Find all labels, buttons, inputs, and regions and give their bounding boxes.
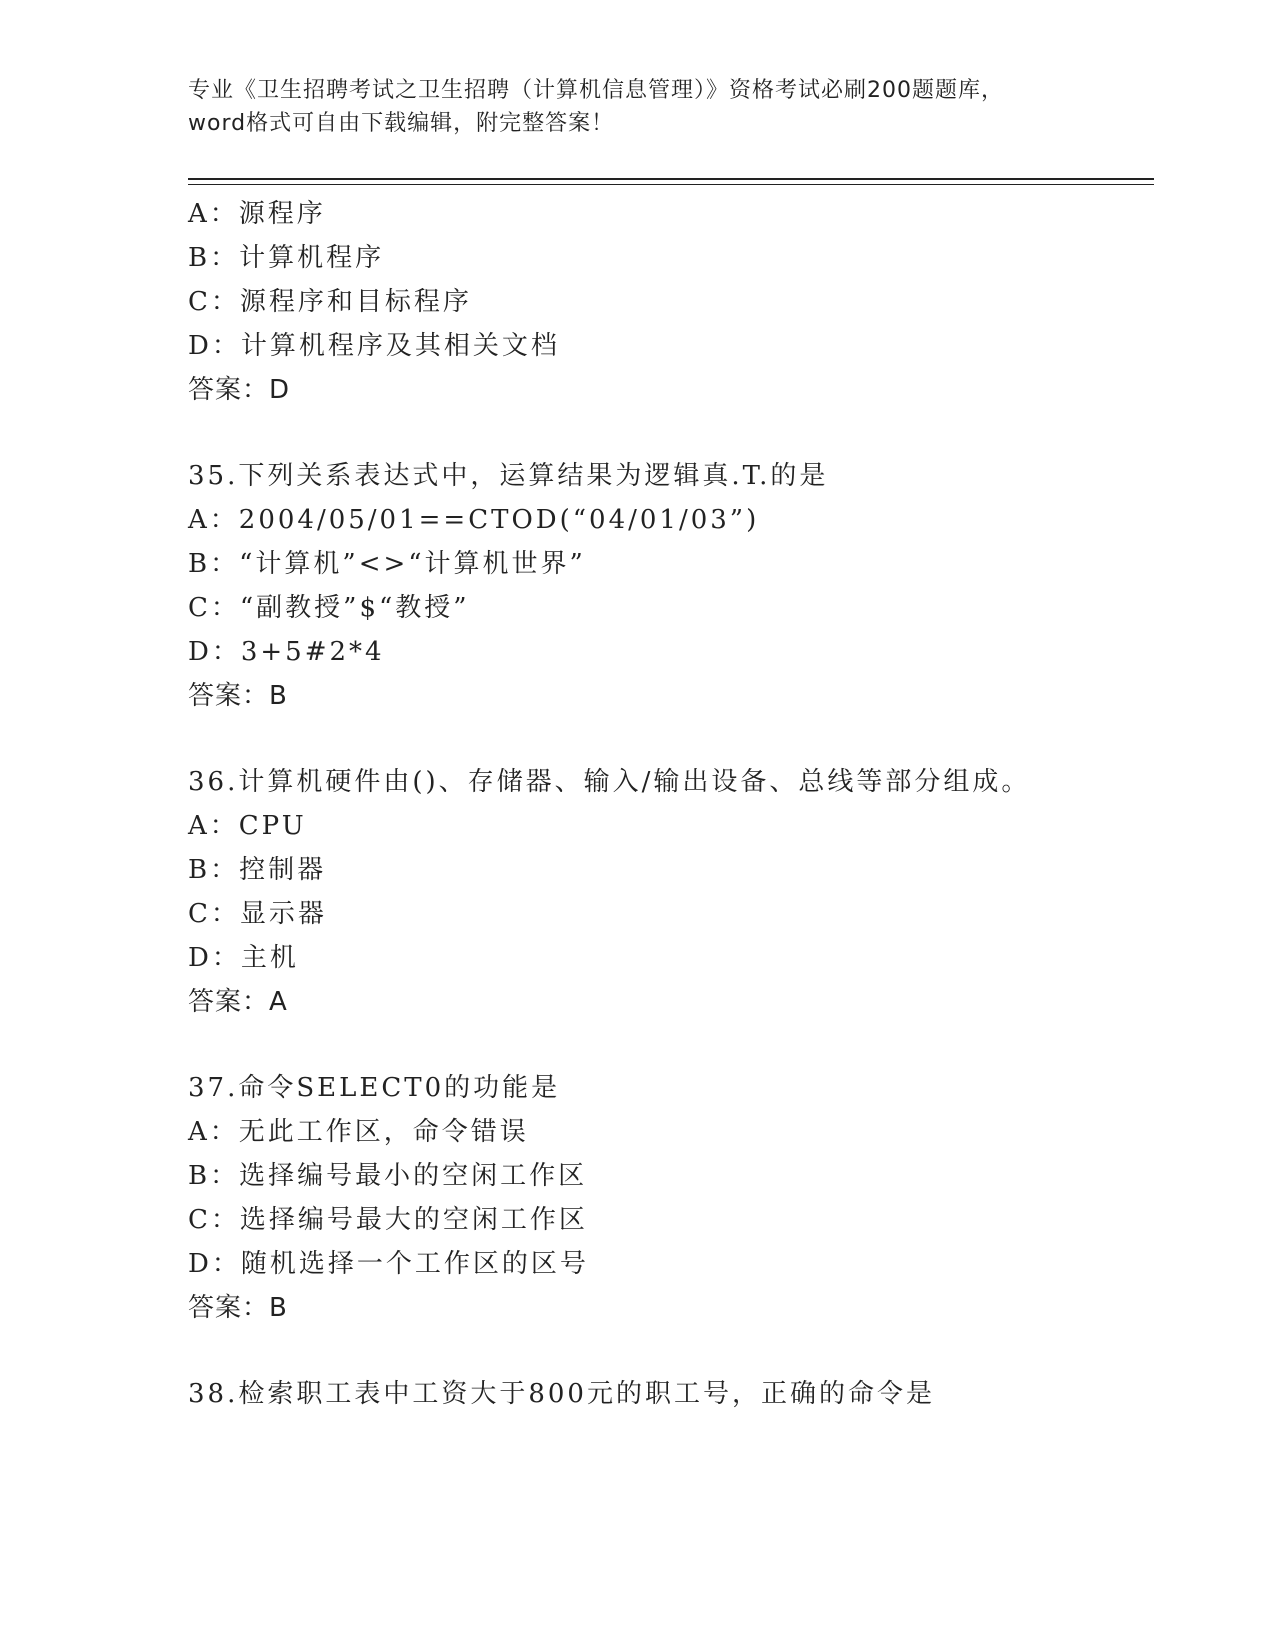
q35-option-c: C：“副教授”$“教授” xyxy=(188,593,470,623)
header-line-2: word格式可自由下载编辑，附完整答案！ xyxy=(188,111,615,136)
q38-stem: 38.检索职工表中工资大于800元的职工号，正确的命令是 xyxy=(188,1379,935,1409)
q35-stem: 35.下列关系表达式中，运算结果为逻辑真.T.的是 xyxy=(188,461,829,491)
q34-option-b: B：计算机程序 xyxy=(188,243,385,273)
q37-option-c: C：选择编号最大的空闲工作区 xyxy=(188,1205,588,1235)
q35-answer: 答案：B xyxy=(188,681,288,711)
q36-answer: 答案：A xyxy=(188,987,288,1017)
q36-option-c: C：显示器 xyxy=(188,899,327,929)
q34-answer: 答案：D xyxy=(188,375,291,405)
q35-option-a: A：2004/05/01==CTOD(“04/01/03”) xyxy=(188,505,760,535)
q35-option-b: B：“计算机”<>“计算机世界” xyxy=(188,549,586,579)
q37-option-d: D：随机选择一个工作区的区号 xyxy=(188,1249,589,1279)
q37-answer: 答案：B xyxy=(188,1293,288,1323)
q37-stem: 37.命令SELECT0的功能是 xyxy=(188,1073,561,1103)
q34-option-c: C：源程序和目标程序 xyxy=(188,287,472,317)
q36-stem: 36.计算机硬件由()、存储器、输入/输出设备、总线等部分组成。 xyxy=(188,767,1031,797)
q34-option-d: D：计算机程序及其相关文档 xyxy=(188,331,560,361)
q37-option-a: A：无此工作区，命令错误 xyxy=(188,1117,529,1147)
q34-option-a: A：源程序 xyxy=(188,199,326,229)
header-divider-thick xyxy=(188,178,1154,180)
q37-option-b: B：选择编号最小的空闲工作区 xyxy=(188,1161,588,1191)
header-divider-thin xyxy=(188,184,1154,185)
q36-option-d: D：主机 xyxy=(188,943,299,973)
q36-option-b: B：控制器 xyxy=(188,855,327,885)
q35-option-d: D：3+5#2*4 xyxy=(188,637,385,667)
document-header xyxy=(188,74,1088,140)
q36-option-a: A：CPU xyxy=(188,811,307,841)
header-line-1: 专业《卫生招聘考试之卫生招聘（计算机信息管理）》资格考试必刷200题题库， xyxy=(188,78,1004,103)
